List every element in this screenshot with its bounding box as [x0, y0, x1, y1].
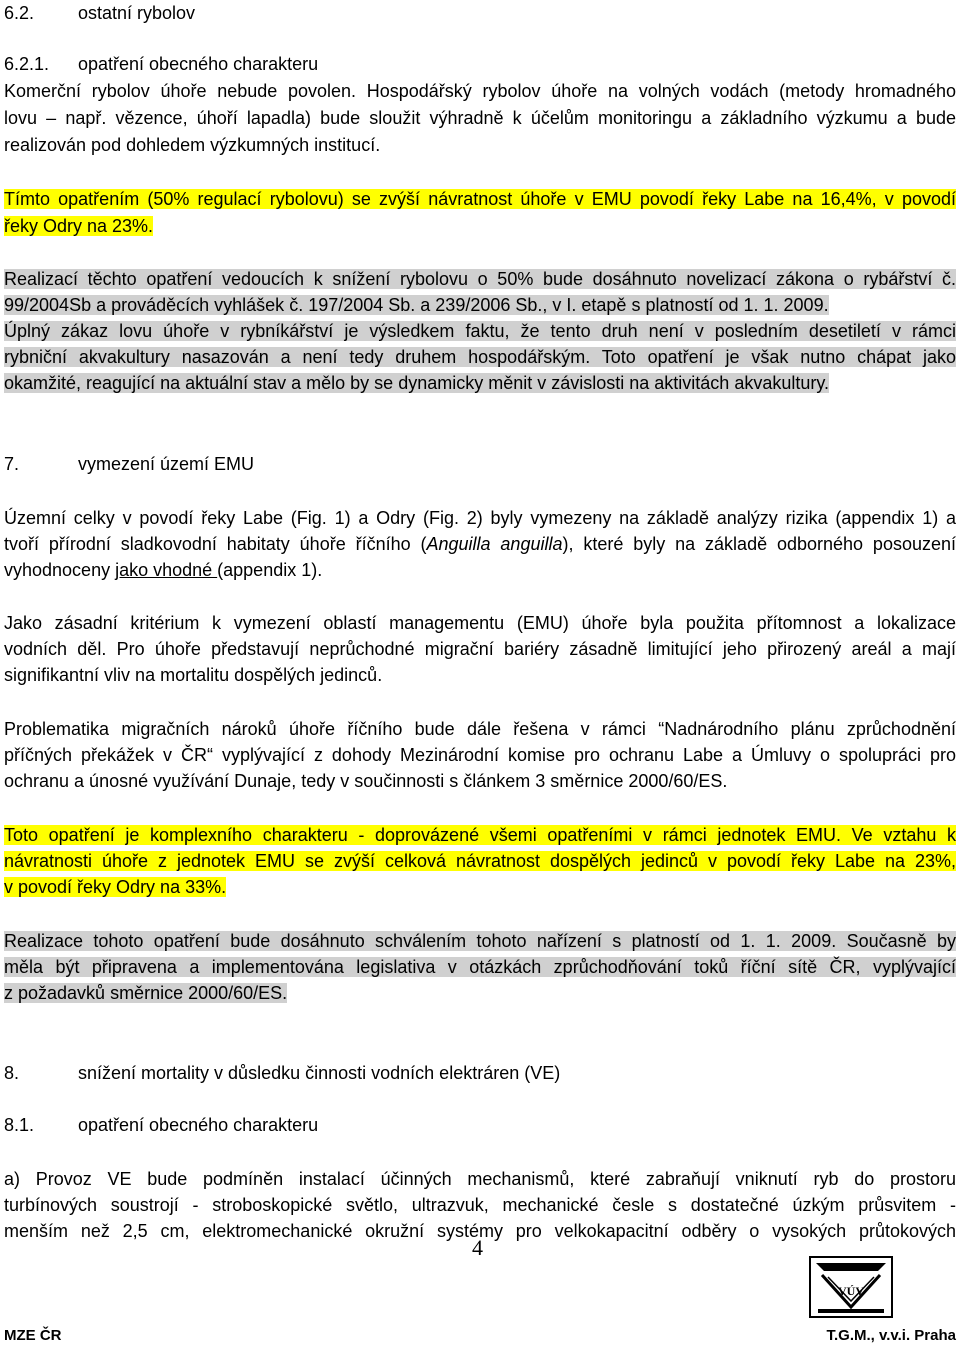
paragraph-line: vodních děl. Pro úhoře představují neprůchodné migrační bariéry zásadně limitující jeho přirozený areál a mají [4, 639, 956, 659]
highlighted-text: 99/2004Sb a prováděcích vyhlášek č. 197/2004 Sb. a 239/2006 Sb., v I. etapě s platností od 1. 1. 2009. [4, 295, 829, 315]
paragraph-line: signifikantní vliv na mortalitu dospělých jedinců. [4, 665, 383, 685]
paragraph-line: realizován pod dohledem výzkumných institucí. [4, 135, 381, 155]
highlighted-text: Úplný zákaz lovu úhoře v rybníkářství je výsledkem faktu, že tento druh není v posledním desetiletí v rámci [4, 321, 956, 341]
paragraph-line: lovu – např. vězence, úhoří lapadla) bude sloužit výhradně k účelům monitoringu a základního výzkumu a bude [4, 108, 956, 128]
paragraph-line: vyhodnoceny jako vhodné (appendix 1). [4, 560, 323, 580]
paragraph-line [4, 954, 956, 980]
section-title: vymezení území EMU [78, 454, 255, 474]
paragraph-line [4, 344, 956, 370]
heading-8-1 [4, 1112, 318, 1138]
highlighted-text: řeky Odry na 23%. [4, 216, 154, 236]
paragraph-line: Komerční rybolov úhoře nebude povolen. Hospodářský rybolov úhoře na volných vodách (metody hromadného [4, 81, 956, 101]
paragraph-line: Jako zásadní kritérium k vymezení oblastí managementu (EMU) úhoře byla použita přítomnost a lokalizace [4, 613, 956, 633]
paragraph-line [4, 213, 153, 239]
section-title: opatření obecného charakteru [78, 54, 319, 74]
heading-7 [4, 451, 254, 477]
section-number: 6.2. [4, 3, 35, 23]
paragraph-line: Problematika migračních nároků úhoře říčního bude dále řešena v rámci “Nadnárodního plánu zprůchodnění [4, 719, 956, 739]
paragraph-line [4, 318, 956, 344]
section-title: opatření obecného charakteru [78, 1115, 319, 1135]
paragraph-line: příčných překážek v ČR“ vyplývající z dohody Mezinárodní komise pro ochranu Labe a Úmluvy o spolupráci pro [4, 745, 956, 765]
paragraph-line [4, 928, 956, 954]
paragraph-line [4, 822, 956, 848]
vuv-logo [808, 1255, 894, 1319]
paragraph-line: ochranu a únosné využívání Dunaje, tedy v součinnosti s článkem 3 směrnice 2000/60/ES. [4, 771, 728, 791]
section-title: snížení mortality v důsledku činnosti vodních elektráren (VE) [78, 1063, 561, 1083]
paragraph-line [4, 848, 956, 874]
section-number: 8. [4, 1063, 20, 1083]
paragraph-line [4, 874, 226, 900]
page-number: 4 [472, 1235, 483, 1260]
highlighted-text: okamžité, reagující na aktuální stav a mělo by se dynamicky měnit v závislosti na aktivitách akvakultury. [4, 373, 830, 393]
heading-6-2 [4, 0, 195, 26]
paragraph-line: turbínových soustrojí - stroboskopické světlo, ultrazvuk, mechanické česle s dostatečné úzkým průsvitem - [4, 1195, 956, 1215]
paragraph-line: tvoří přírodní sladkovodní habitaty úhoře říčního (Anguilla anguilla), které byly na základě odborného posouzení [4, 534, 956, 554]
footer-left: MZE ČR [4, 1327, 62, 1344]
underlined-text: jako vhodné [115, 560, 218, 580]
highlighted-text: v povodí řeky Odry na 33%. [4, 877, 227, 897]
highlighted-text: měla být připravena a implementována legislativa v otázkách zprůchodňování toků říční sítě ČR, vyplývající [4, 957, 956, 977]
highlighted-text: rybniční akvakultury nasazován a není tedy druhem hospodářským. Toto opatření je však nutno chápat jako [4, 347, 956, 367]
footer-right: T.G.M., v.v.i. Praha [826, 1327, 956, 1344]
highlighted-text: Realizací těchto opatření vedoucích k snížení rybolovu o 50% bude dosáhnuto novelizací zákona o rybářství č. [4, 269, 956, 289]
section-number: 6.2.1. [4, 54, 50, 74]
paragraph-line [4, 292, 829, 318]
paragraph-line [4, 186, 956, 212]
paragraph-line [4, 370, 829, 396]
highlighted-text: z požadavků směrnice 2000/60/ES. [4, 983, 288, 1003]
highlighted-text: Realizace tohoto opatření bude dosáhnuto schválením tohoto nařízení s platností od 1. 1. 2009. Současně by [4, 931, 956, 951]
species-name: Anguilla anguilla [426, 534, 563, 554]
heading-8 [4, 1060, 560, 1086]
paragraph-line: menším než 2,5 cm, elektromechanické okružní systémy pro velkokapacitní odběry o vysokých průtokových [4, 1221, 956, 1241]
paragraph-line [4, 980, 287, 1006]
paragraph-line [4, 266, 956, 292]
svg-text:VÚV: VÚV [838, 1284, 864, 1298]
highlighted-text: Tímto opatřením (50% regulací rybolovu) se zvýší návratnost úhoře v EMU povodí řeky Labe na 16,4%, v povodí [4, 189, 956, 209]
section-number: 8.1. [4, 1115, 35, 1135]
paragraph-line: Územní celky v povodí řeky Labe (Fig. 1) a Odry (Fig. 2) byly vymezeny na základě analýzy rizika (appendix 1) a [4, 508, 956, 528]
heading-6-2-1 [4, 51, 318, 77]
section-title: ostatní rybolov [78, 3, 196, 23]
highlighted-text: Toto opatření je komplexního charakteru - doprovázené všemi opatřeními v rámci jednotek EMU. Ve vztahu k [4, 825, 956, 845]
paragraph-line: a) Provoz VE bude podmíněn instalací účinných mechanismů, které zabraňují vniknutí ryb do prostoru [4, 1169, 956, 1189]
section-number: 7. [4, 454, 20, 474]
highlighted-text: návratnosti úhoře z jednotek EMU se zvýší celková návratnost dospělých jedinců v povodí řeky Labe na 23%, [4, 851, 956, 871]
